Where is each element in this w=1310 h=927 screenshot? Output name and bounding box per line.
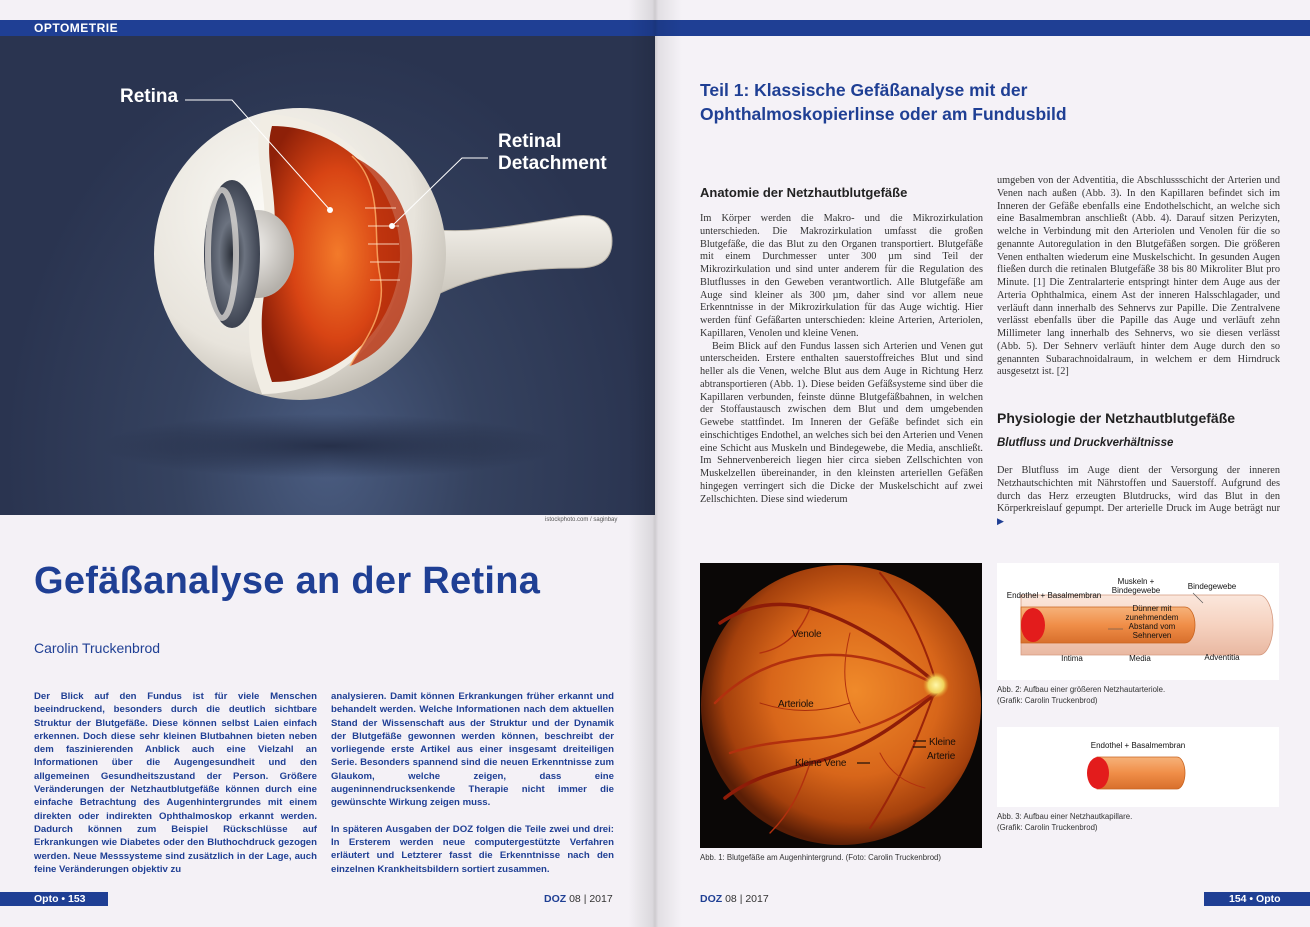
label-endothel-capillary: Endothel + Basalmembran <box>1090 741 1186 750</box>
label-kleine-vene: Kleine Vene <box>795 758 847 769</box>
label-adventitia: Adventitia <box>1204 653 1240 662</box>
label-sehnerven: Sehnerven <box>1132 631 1172 640</box>
retina-marker <box>327 207 333 213</box>
body-paragraph: Im Körper werden die Makro- und die Mikrozirkulation unterschieden. Die Makrozirkulation umfasst die großen Blutgefäße, die das Blut zu den Organen transportiert. Blutgefäße mit einem Durchmesser unter 300 µm sind Teil der Mikrozirkulation und sind unter anderem für die Regulation des Blutflusses in den Geweben verantwortlich. Alle Blutgefäße am Auge sind kleiner als 300 µm, daher sind vor allem neue Erkenntnisse in der Mikrozirkulation für das Auge wichtig. Hier werden fünf Gefäßarten unterschieden: kleine Arterien, Arteriolen, Kapillaren, Venolen und kleine Venen. <box>700 213 983 339</box>
capillary-graphic <box>997 727 1279 807</box>
label-arterie: Arterie <box>927 751 956 762</box>
label-media: Media <box>1129 654 1151 663</box>
lead-paragraph: analysieren. Damit können Erkrankungen früher erkannt und behandelt werden. Welche Informationen nach dem aktuellen Stand der Wissenschaft aus der Struktur und der Dynamik der Blutgefäße gewonnen werden können, beschreibt der vorliegende erste Artikel aus einer insgesamt dreiteiligen Serie. Besonders spannend sind die neuen Erkenntnisse zum Glaukom, welche zeigen, dass eine augeninnendrucksenkende Therapie nicht immer die gewünschte Wirkung zeigen muss. <box>331 691 614 809</box>
figure-2-caption-1: Abb. 2: Aufbau einer größeren Netzhautarteriole. <box>997 685 1166 694</box>
capillary-wall <box>1097 757 1185 789</box>
lead-paragraph: In späteren Ausgaben der DOZ folgen die Teile zwei und drei: In Ersterem werden neue computergestützte Verfahren erläutert und Letzterer fasst die Erkenntnisse nach den einzelnen Krankheitsbildern sortiert zusammen. <box>331 823 614 875</box>
lead-column-2 <box>331 690 614 876</box>
issue-info <box>700 892 769 906</box>
body-paragraph <box>997 465 1280 529</box>
figure-3-caption-1: Abb. 3: Aufbau einer Netzhautkapillare. <box>997 812 1133 821</box>
label-muskeln: Muskeln + <box>1117 577 1155 586</box>
label-retina: Retina <box>120 86 179 107</box>
label-bindegewebe-2: Bindegewebe <box>1187 582 1237 591</box>
fundus-photo <box>700 563 982 848</box>
section-bar <box>0 20 655 36</box>
label-detachment: Detachment <box>498 153 607 174</box>
eye-illustration <box>0 36 655 515</box>
label-zunehmendem: zunehmendem <box>1125 613 1179 622</box>
author: Carolin Truckenbrod <box>34 640 161 656</box>
body-column-1 <box>700 213 983 506</box>
lead-paragraph: Der Blick auf den Fundus ist für viele Menschen beeindruckend, besonders durch die deutlich sichtbare Struktur der Blutgefäße. Diese können selbst Laien einfach erkennen. Doch diese sehr kleinen Blutbahnen bieten neben dem faszinierenden Anblick auch eine Vielzahl an Informationen über die Augengesundheit und den allgemeinen Gesundheitszustand der Person. Größere Veränderungen der Netzhautblutgefäße können durch eine einfache Betrachtung des Augenhintergrundes mit einem direkten oder indirekten Ophthalmoskop erkannt werden. Dadurch können zum Beispiel Rückschlüsse auf Erkrankungen wie Diabetes oder den Bluthochdruck gezogen werden. Neue Messsysteme sind zusätzlich in der Lage, auch feine Veränderungen objektiv zu <box>34 691 317 875</box>
subheading-anatomie: Anatomie der Netzhautblutgefäße <box>700 185 908 200</box>
eye-cross-section-graphic <box>0 36 655 515</box>
section-label: OPTOMETRIE <box>34 21 119 35</box>
figure-2-caption-2: (Grafik: Carolin Truckenbrod) <box>997 696 1098 705</box>
body-paragraph-text: Der Blutfluss im Auge dient der Versorgung der inneren Netzhautschichten mit Nährstoffen und Sauerstoff. Aufgrund des durch das Herz erzeugten Blutdrucks, wird das Blut in den Körperkreislauf gepumpt. Der arterielle Druck im Auge beträgt nur <box>997 465 1280 515</box>
fundus-disc <box>701 565 981 845</box>
body-paragraph: Beim Blick auf den Fundus lassen sich Arterien und Venen gut unterscheiden. Erstere enthalten sauerstoffreiches Blut und sind heller als die Venen, welche Blut aus dem Auge in Richtung Herz abtransportieren (Abb. 1). Diese beiden Gefäßsysteme sind über die Kapillaren verbunden, feinste dünne Blutgefäßbahnen, in welchen der Stoffaustausch zwischen dem Blut und dem umgebenden Gewebe stattfindet. Im Inneren der Gefäße befindet sich ein einschichtiges Endothel, an welches sich bei den Arterien und Venen eine Schicht aus Muskeln und Bindegewebe, die Media, anschließt. Im Sehnervenbereich liegen hier circa sieben Zellschichten von Muskelzellen übereinander, in den kleinsten arteriellen Gefäßen hingegen verringert sich die Dicke der Muskelschicht auf zwei Zellschichten. Diese sind wiederum <box>700 340 983 505</box>
label-retinal: Retinal <box>498 131 562 152</box>
issue-info <box>544 892 613 906</box>
right-page <box>655 0 1310 927</box>
label-intima: Intima <box>1061 654 1083 663</box>
magazine-name: DOZ <box>700 893 723 905</box>
figure-1-caption: Abb. 1: Blutgefäße am Augenhintergrund. (Foto: Carolin Truckenbrod) <box>700 853 941 862</box>
label-kleine: Kleine <box>929 737 956 748</box>
fundus-graphic <box>700 563 982 848</box>
magazine-name: DOZ <box>544 893 567 905</box>
capillary-lumen <box>1087 757 1109 789</box>
image-credit: istockphoto.com / saginbay <box>545 517 618 523</box>
page-number-tab: Opto • 153 <box>0 892 108 906</box>
issue-number: 08 | 2017 <box>569 893 613 905</box>
body-column-2 <box>997 175 1280 379</box>
issue-number: 08 | 2017 <box>725 893 769 905</box>
continue-arrow-icon: ▶ <box>997 517 1004 527</box>
figure-3-caption-2: (Grafik: Carolin Truckenbrod) <box>997 823 1098 832</box>
label-duenner: Dünner mit <box>1132 604 1172 613</box>
body-column-2-continued <box>997 465 1280 529</box>
optic-nerve <box>420 216 612 298</box>
optic-disc <box>923 672 949 698</box>
page-number-tab: 154 • Opto <box>1204 892 1310 906</box>
capillary-diagram <box>997 727 1279 807</box>
section-bar <box>655 20 1310 36</box>
label-bindegewebe-1: Bindegewebe <box>1111 586 1161 595</box>
label-endothel: Endothel + Basalmembran <box>1006 591 1102 600</box>
part-heading: Teil 1: Klassische Gefäßanalyse mit der Ophthalmoskopierlinse oder am Fundusbild <box>700 80 1067 124</box>
arteriole-diagram <box>997 563 1279 680</box>
label-arteriole: Arteriole <box>778 699 814 710</box>
lumen <box>1021 608 1045 642</box>
label-venole: Venole <box>792 629 822 640</box>
body-paragraph: umgeben von der Adventitia, die Abschlussschicht der Arterien und Venen nach außen (Abb. 3). In den Kapillaren befindet sich im Inneren der Gefäße ebenfalls eine Endothelschicht, an welche sich eine Basalmembran anschließt (Abb. 4). Darauf sitzen Perizyten, welche in Verbindung mit den Arteriolen und Venolen für die so genannte Autoregulation in den Blutgefäßen sorgen. Die größeren Venen enthalten wiederum eine Muskelschicht. In gesunden Augen fließen durch die retinalen Blutgefäße 38 bis 80 Mikroliter Blut pro Minute. [1] Die Zentralarterie entspringt hinter dem Auge aus der Arteria Ophthalmica, einem Ast der inneren Halsschlagader, und verläuft dann innerhalb des Sehnervs zur Papille. Die Zentralvene verlässt ebenfalls über die Papille das Auge und verläuft zehn Millimeter lang innerhalb des Sehnervs, wo sie diesen verlässt (Abb. 5). Der Sehnerv verläuft hinter dem Auge durch den so genannten Subarachnoidalraum, in welchem er dem Hirndruck ausgesetzt ist. [2] <box>997 175 1280 378</box>
subheading-blutfluss: Blutfluss und Druckverhältnisse <box>997 437 1174 449</box>
floor-shadow <box>100 414 560 478</box>
subheading-physiologie: Physiologie der Netzhautblutgefäße <box>997 410 1236 426</box>
detachment-marker <box>389 223 395 229</box>
label-abstand: Abstand vom <box>1128 622 1176 631</box>
lead-column-1 <box>34 690 317 876</box>
article-headline: Gefäßanalyse an der Retina <box>34 560 541 602</box>
